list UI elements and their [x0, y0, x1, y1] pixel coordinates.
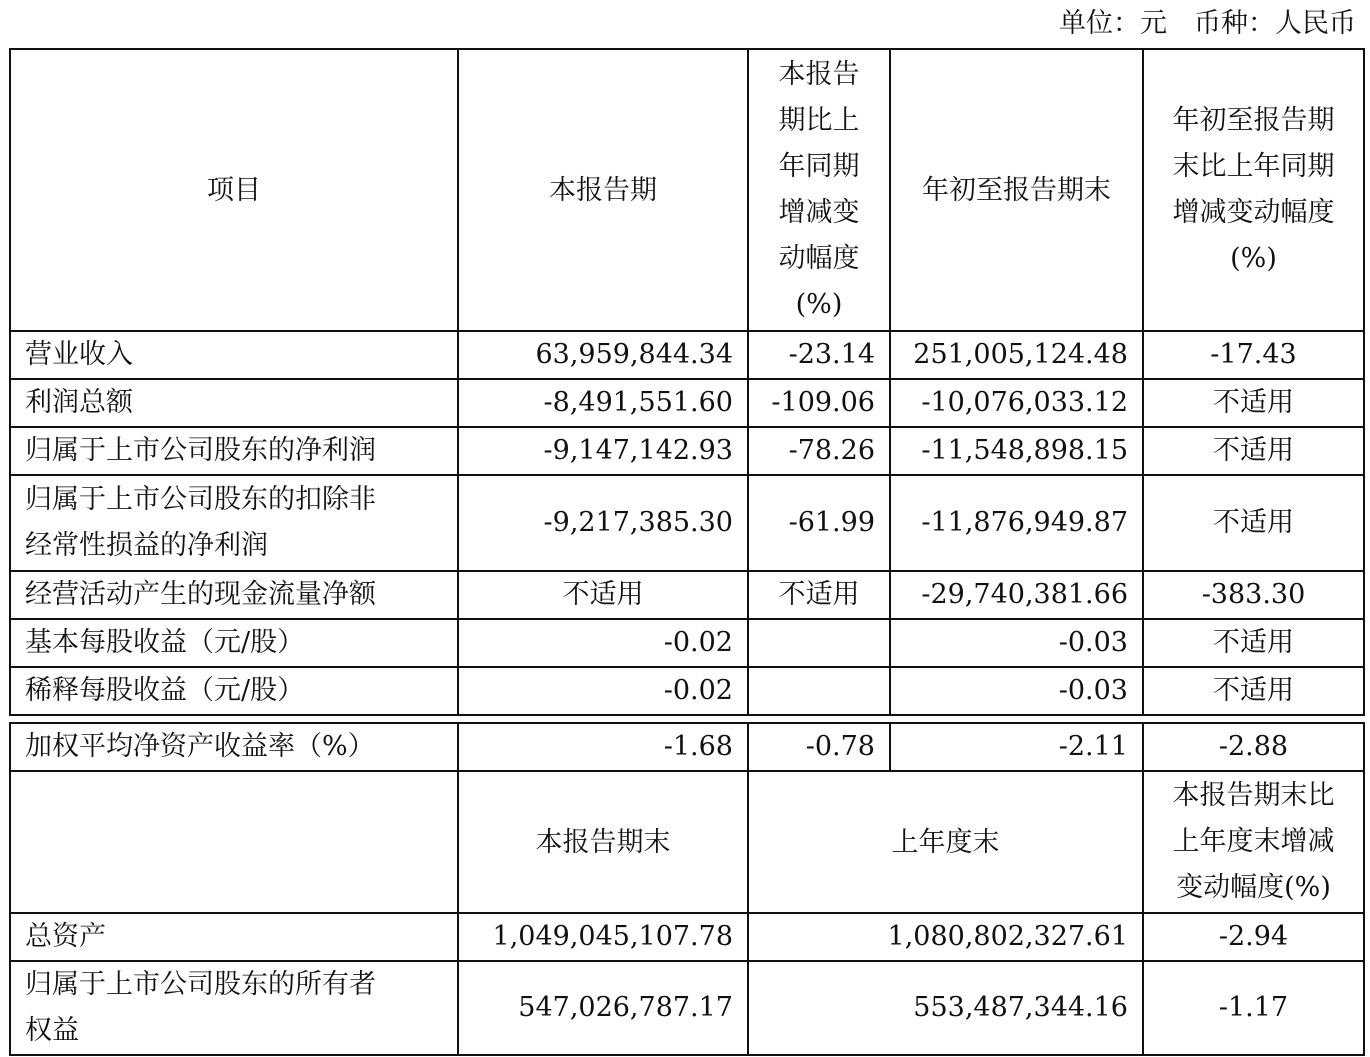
row-current: -0.02	[458, 667, 748, 715]
header-line: 年同期	[778, 151, 860, 182]
table-row	[10, 427, 1364, 475]
row-current: -1.68	[458, 723, 748, 771]
row-current-change: -61.99	[748, 475, 890, 571]
row-item: 利润总额	[10, 379, 458, 427]
header-change	[1143, 771, 1364, 913]
row-ytd: -10,076,033.12	[890, 379, 1143, 427]
row-ytd: -2.11	[890, 723, 1143, 771]
row-ytd-change: 不适用	[1143, 667, 1364, 715]
row-item: 营业收入	[10, 331, 458, 379]
header-line: 变动幅度(%)	[1176, 872, 1331, 903]
header-line: 动幅度	[778, 243, 860, 274]
row-item-line: 经常性损益的净利润	[25, 530, 268, 561]
row-current-change: -109.06	[748, 379, 890, 427]
header-current-period: 本报告期	[458, 49, 748, 331]
row-ytd-change: -17.43	[1143, 331, 1364, 379]
row-item: 稀释每股收益（元/股）	[10, 667, 458, 715]
header-ytd: 年初至报告期末	[890, 49, 1143, 331]
header-line: 增减变	[778, 197, 860, 228]
row-current-change	[748, 667, 890, 715]
row-current-change: -78.26	[748, 427, 890, 475]
row-ytd-change: 不适用	[1143, 427, 1364, 475]
table-row	[10, 331, 1364, 379]
row-current-change: -23.14	[748, 331, 890, 379]
table-header-row	[10, 771, 1364, 913]
row-item: 加权平均净资产收益率（%）	[10, 723, 458, 771]
row-current: -0.02	[458, 619, 748, 667]
table-row	[10, 475, 1364, 571]
row-ytd: 251,005,124.48	[890, 331, 1143, 379]
table-row	[10, 913, 1364, 961]
header-line: 期比上	[778, 105, 860, 136]
row-ytd-change: -383.30	[1143, 571, 1364, 619]
header-line: (%)	[795, 289, 843, 320]
row-ytd-change: -2.88	[1143, 723, 1364, 771]
row-last-year-end: 553,487,344.16	[748, 961, 1143, 1055]
row-item	[10, 475, 458, 571]
row-change: -1.17	[1143, 961, 1364, 1055]
table-row	[10, 571, 1364, 619]
row-ytd: -0.03	[890, 667, 1143, 715]
row-item-line: 归属于上市公司股东的所有者	[25, 969, 376, 1000]
header-empty	[10, 771, 458, 913]
row-period-end: 1,049,045,107.78	[458, 913, 748, 961]
table-row	[10, 961, 1364, 1055]
header-ytd-change	[1143, 49, 1364, 331]
header-line: (%)	[1230, 243, 1277, 274]
row-ytd: -0.03	[890, 619, 1143, 667]
header-line: 本报告期末比	[1172, 780, 1335, 811]
row-ytd-change: 不适用	[1143, 619, 1364, 667]
row-last-year-end: 1,080,802,327.61	[748, 913, 1143, 961]
row-item-line: 归属于上市公司股东的扣除非	[25, 484, 376, 515]
row-ytd-change: 不适用	[1143, 379, 1364, 427]
header-last-year-end: 上年度末	[748, 771, 1143, 913]
row-ytd: -29,740,381.66	[890, 571, 1143, 619]
row-ytd: -11,548,898.15	[890, 427, 1143, 475]
row-period-end: 547,026,787.17	[458, 961, 748, 1055]
table-header-row	[10, 49, 1364, 331]
header-period-end: 本报告期末	[458, 771, 748, 913]
header-line: 本报告	[778, 59, 860, 90]
row-change: -2.94	[1143, 913, 1364, 961]
row-current-change	[748, 619, 890, 667]
row-item: 经营活动产生的现金流量净额	[10, 571, 458, 619]
row-current: 不适用	[458, 571, 748, 619]
table-row	[10, 379, 1364, 427]
header-line: 末比上年同期	[1172, 151, 1335, 182]
header-line: 上年度末增减	[1172, 826, 1335, 857]
table-row	[10, 723, 1364, 771]
row-item: 总资产	[10, 913, 458, 961]
row-current: -9,147,142.93	[458, 427, 748, 475]
row-current-change: 不适用	[748, 571, 890, 619]
header-line: 年初至报告期	[1172, 105, 1335, 136]
row-item-line: 权益	[25, 1015, 79, 1046]
table-row	[10, 619, 1364, 667]
row-ytd-change: 不适用	[1143, 475, 1364, 571]
row-item: 归属于上市公司股东的净利润	[10, 427, 458, 475]
row-item: 基本每股收益（元/股）	[10, 619, 458, 667]
header-current-change	[748, 49, 890, 331]
row-ytd: -11,876,949.87	[890, 475, 1143, 571]
unit-label: 单位：元 币种：人民币	[1059, 8, 1356, 39]
balance-indicators-table	[9, 722, 1365, 1056]
table-row	[10, 667, 1364, 715]
financial-indicators-table	[9, 48, 1365, 716]
header-line: 增减变动幅度	[1172, 197, 1335, 228]
row-current: 63,959,844.34	[458, 331, 748, 379]
header-item: 项目	[10, 49, 458, 331]
row-current: -9,217,385.30	[458, 475, 748, 571]
row-item	[10, 961, 458, 1055]
row-current: -8,491,551.60	[458, 379, 748, 427]
row-current-change: -0.78	[748, 723, 890, 771]
